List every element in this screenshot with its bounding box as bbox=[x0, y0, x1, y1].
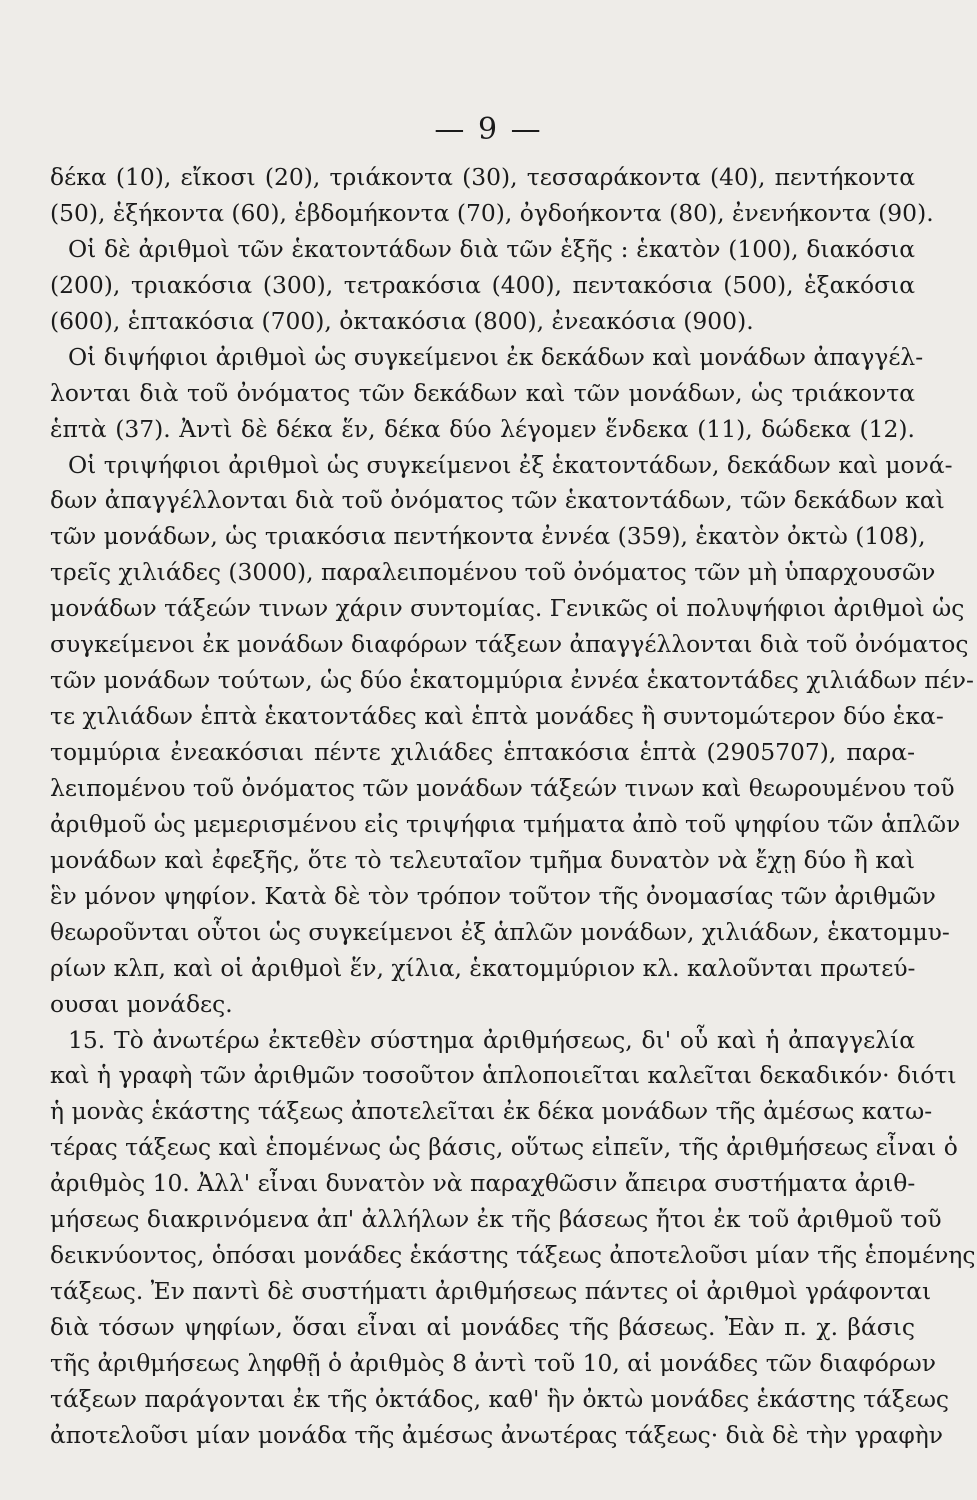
text-line: συγκείμενοι ἐκ μονάδων διαφόρων τάξεων ἀπαγγέλλονται διὰ τοῦ ὀνόματος bbox=[50, 630, 969, 659]
text-line: (200), τριακόσια (300), τετρακόσια (400), πεντακόσια (500), ἑξακόσια bbox=[50, 270, 915, 299]
text-line: καὶ ἡ γραφὴ τῶν ἀριθμῶν τοσοῦτον ἁπλοποιεῖται καλεῖται δεκαδικόν· διότι bbox=[50, 1061, 957, 1090]
text-line: (600), ἑπτακόσια (700), ὀκτακόσια (800), ἐνεακόσια (900). bbox=[50, 306, 754, 335]
page-number: — 9 — bbox=[434, 112, 543, 147]
text-line: τέρας τάξεως καὶ ἑπομένως ὡς βάσις, οὕτως εἰπεῖν, τῆς ἀριθμήσεως εἶναι ὁ bbox=[50, 1133, 958, 1162]
text-line: μονάδων καὶ ἐφεξῆς, ὅτε τὸ τελευταῖον τμῆμα δυνατὸν νὰ ἔχῃ δύο ἢ καὶ bbox=[50, 845, 915, 874]
text-line: δων ἀπαγγέλλονται διὰ τοῦ ὀνόματος τῶν ἑκατοντάδων, τῶν δεκάδων καὶ bbox=[50, 486, 945, 515]
paragraph-start-line: Οἱ δὲ ἀριθμοὶ τῶν ἑκατοντάδων διὰ τῶν ἑξῆς : ἑκατὸν (100), διακόσια bbox=[68, 234, 915, 263]
text-line: δέκα (10), εἴκοσι (20), τριάκοντα (30), τεσσαράκοντα (40), πεντήκοντα bbox=[50, 163, 915, 191]
text-line: τῆς ἀριθμήσεως ληφθῇ ὁ ἀριθμὸς 8 ἀντὶ τοῦ 10, αἱ μονάδες τῶν διαφόρων bbox=[50, 1348, 936, 1377]
text-line: λονται διὰ τοῦ ὀνόματος τῶν δεκάδων καὶ τῶν μονάδων, ὡς τριάκοντα bbox=[50, 378, 915, 407]
text-line: τρεῖς χιλιάδες (3000), παραλειπομένου τοῦ ὀνόματος τῶν μὴ ὑπαρχουσῶν bbox=[50, 558, 936, 587]
text-line: ρίων κλπ, καὶ οἱ ἀριθμοὶ ἕν, χίλια, ἑκατομμύριον κλ. καλοῦνται πρωτεύ- bbox=[50, 953, 916, 982]
text-line: ουσαι μονάδες. bbox=[50, 989, 233, 1018]
body-text bbox=[50, 160, 976, 1454]
text-line: λειπομένου τοῦ ὀνόματος τῶν μονάδων τάξεών τινων καὶ θεωρουμένου τοῦ bbox=[50, 773, 955, 802]
paragraph-start-line: Οἱ διψήφιοι ἀριθμοὶ ὡς συγκείμενοι ἐκ δεκάδων καὶ μονάδων ἀπαγγέλ- bbox=[68, 342, 924, 371]
text-line: τάξεως. Ἐν παντὶ δὲ συστήματι ἀριθμήσεως πάντες οἱ ἀριθμοὶ γράφονται bbox=[50, 1277, 932, 1306]
text-line: θεωροῦνται οὗτοι ὡς συγκείμενοι ἐξ ἁπλῶν μονάδων, χιλιάδων, ἑκατομμυ- bbox=[50, 917, 950, 946]
text-line: τε χιλιάδων ἑπτὰ ἑκατοντάδες καὶ ἑπτὰ μονάδες ἢ συντομώτερον δύο ἑκα- bbox=[50, 702, 944, 731]
text-line: ἀριθμοῦ ὡς μεμερισμένου εἰς τριψήφια τμήματα ἀπὸ τοῦ ψηφίου τῶν ἁπλῶν bbox=[50, 809, 961, 838]
text-line: (50), ἑξήκοντα (60), ἑβδομήκοντα (70), ὀγδοήκοντα (80), ἐνενήκοντα (90). bbox=[50, 198, 934, 227]
text-line: τομμύρια ἐνεακόσιαι πέντε χιλιάδες ἑπτακόσια ἑπτὰ (2905707), παρα- bbox=[50, 738, 915, 766]
text-line: μονάδων τάξεών τινων χάριν συντομίας. Γενικῶς οἱ πολυψήφιοι ἀριθμοὶ ὡς bbox=[50, 594, 965, 623]
text-line: δεικνύοντος, ὁπόσαι μονάδες ἑκάστης τάξεως ἀποτελοῦσι μίαν τῆς ἑπομένης bbox=[50, 1241, 976, 1270]
text-line: ἑπτὰ (37). Ἀντὶ δὲ δέκα ἕν, δέκα δύο λέγομεν ἕνδεκα (11), δώδεκα (12). bbox=[50, 414, 915, 443]
text-line: ἀριθμὸς 10. Ἀλλ' εἶναι δυνατὸν νὰ παραχθῶσιν ἄπειρα συστήματα ἀριθ- bbox=[50, 1169, 916, 1198]
text-line: τάξεων παράγονται ἐκ τῆς ὀκτάδος, καθ' ἣν ὀκτὼ μονάδες ἑκάστης τάξεως bbox=[50, 1384, 950, 1413]
text-line: ἓν μόνον ψηφίον. Κατὰ δὲ τὸν τρόπον τοῦτον τῆς ὀνομασίας τῶν ἀριθμῶν bbox=[50, 881, 936, 910]
text-line: μήσεως διακρινόμενα ἀπ' ἀλλήλων ἐκ τῆς βάσεως ἤτοι ἐκ τοῦ ἀριθμοῦ τοῦ bbox=[50, 1205, 942, 1234]
text-line: τῶν μονάδων τούτων, ὡς δύο ἑκατομμύρια ἐννέα ἑκατοντάδες χιλιάδων πέν- bbox=[50, 666, 974, 695]
text-line: ἀποτελοῦσι μίαν μονάδα τῆς ἀμέσως ἀνωτέρας τάξεως· διὰ δὲ τὴν γραφὴν bbox=[50, 1420, 943, 1449]
text-line: διὰ τόσων ψηφίων, ὅσαι εἶναι αἱ μονάδες τῆς βάσεως. Ἐὰν π. χ. βάσις bbox=[50, 1313, 915, 1341]
text-line: τῶν μονάδων, ὡς τριακόσια πεντήκοντα ἐννέα (359), ἑκατὸν ὀκτὼ (108), bbox=[50, 522, 926, 551]
paragraph-start-line: Οἱ τριψήφιοι ἀριθμοὶ ὡς συγκείμενοι ἐξ ἑκατοντάδων, δεκάδων καὶ μονά- bbox=[68, 450, 953, 479]
text-line: ἡ μονὰς ἑκάστης τάξεως ἀποτελεῖται ἐκ δέκα μονάδων τῆς ἀμέσως κατω- bbox=[50, 1097, 933, 1126]
section-15-start-line: 15. Τὸ ἀνωτέρω ἐκτεθὲν σύστημα ἀριθμήσεως, δι' οὗ καὶ ἡ ἀπαγγελία bbox=[68, 1025, 915, 1054]
